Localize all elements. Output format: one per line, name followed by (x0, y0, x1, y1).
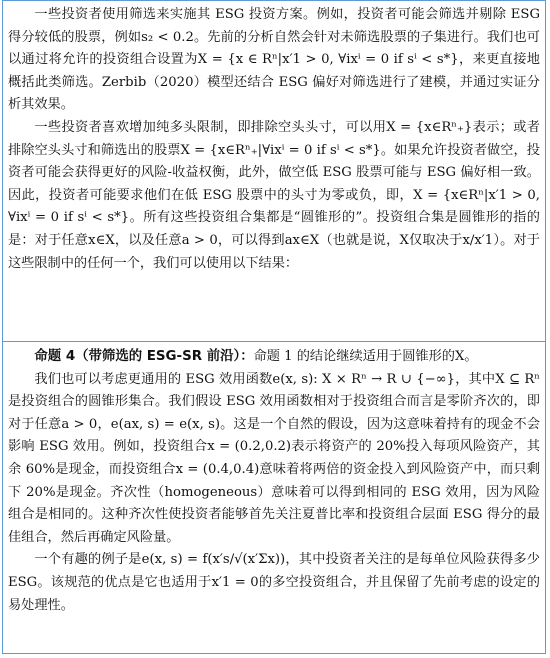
paragraph-long-only: 一些投资者喜欢增加纯多头限制，即排除空头头寸，可以用X = {x∈Rⁿ₊}表示；或者排除空头头寸和筛选出的股票X = {x∈Rⁿ₊|∀ixⁱ = 0 if sⁱ < s*}。如果允许投资者做空，投资者可能会获得更好的风险-收益权衡，此外，做空低 ESG 股票可能与 ESG 偏好相一致。因此，投资者可能要求他们在低 ESG 股票中的头寸为零或负，即，X = {x∈Rⁿ|x′1 > 0, ∀ixⁱ = 0 if sⁱ < s*}。所有这些投资组合集都是“圆锥形的”。投资组合集是圆锥形的指的是：对于任意x∈X，以及任意a > 0，可以得到ax∈X（也就是说，X仅取决于x/x′1）。对于这些限制中的任何一个，我们可以使用以下结果： (8, 119, 540, 271)
paragraph-example: 一个有趣的例子是e(x, s) = f(x′s/√(x′Σx))，其中投资者关注的是每单位风险获得多少 ESG。该规范的优点是它也适用于x′1 = 0的多空投资组合，并且保留了先前考虑的设定的易处理性。 (8, 552, 540, 613)
proposition-title: 命题 4（带筛选的 ESG-SR 前沿）： (34, 349, 254, 364)
section-screening (8, 4, 540, 275)
paragraph-general-utility: 我们也可以考虑更通用的 ESG 效用函数e(x, s): X × Rⁿ → R ∪ {−∞}，其中X ⊆ Rⁿ是投资组合的圆锥形集合。我们假设 ESG 效用函数相对于投资组合而言是零阶齐次的，即对于任意a > 0，e(ax, s) = e(x, s)。这是一个自然的假设，因为这意味着持有的现金不会影响 ESG 效用。例如，投资组合x = (0.2,0.2)表示将资产的 20%投入每项风险资产，其余 60%是现金，而投资组合x = (0.4,0.4)意味着将两倍的资金投入到风险资产中，而只剩下 20%是现金。齐次性（homogeneous）意味着可以得到相同的 ESG 效用，因为风险组合是相同的。这种齐次性使投资者能够首先关注夏普比率和投资组合层面 ESG 得分的最佳组合，然后再确定风险量。 (8, 371, 540, 545)
section-divider (2, 341, 546, 342)
section-proposition (8, 346, 540, 617)
proposition-body: 命题 1 的结论继续适用于圆锥形的X。 (253, 349, 478, 364)
proposition-4 (8, 346, 540, 369)
paragraph-screening: 一些投资者使用筛选来实施其 ESG 投资方案。例如，投资者可能会筛选并剔除 ESG 得分较低的股票，例如s₂ < 0.2。先前的分析自然会针对未筛选股票的子集进行。我们也可以通过将允许的投资组合设置为X = {x ∈ Rⁿ|x′1 > 0, ∀ixⁱ = 0 if sⁱ < s*}，来更直接地概括此类筛选。Zerbib（2020）模型还结合 ESG 偏好对筛选进行了建模，并通过实证分析其效果。 (8, 7, 540, 113)
